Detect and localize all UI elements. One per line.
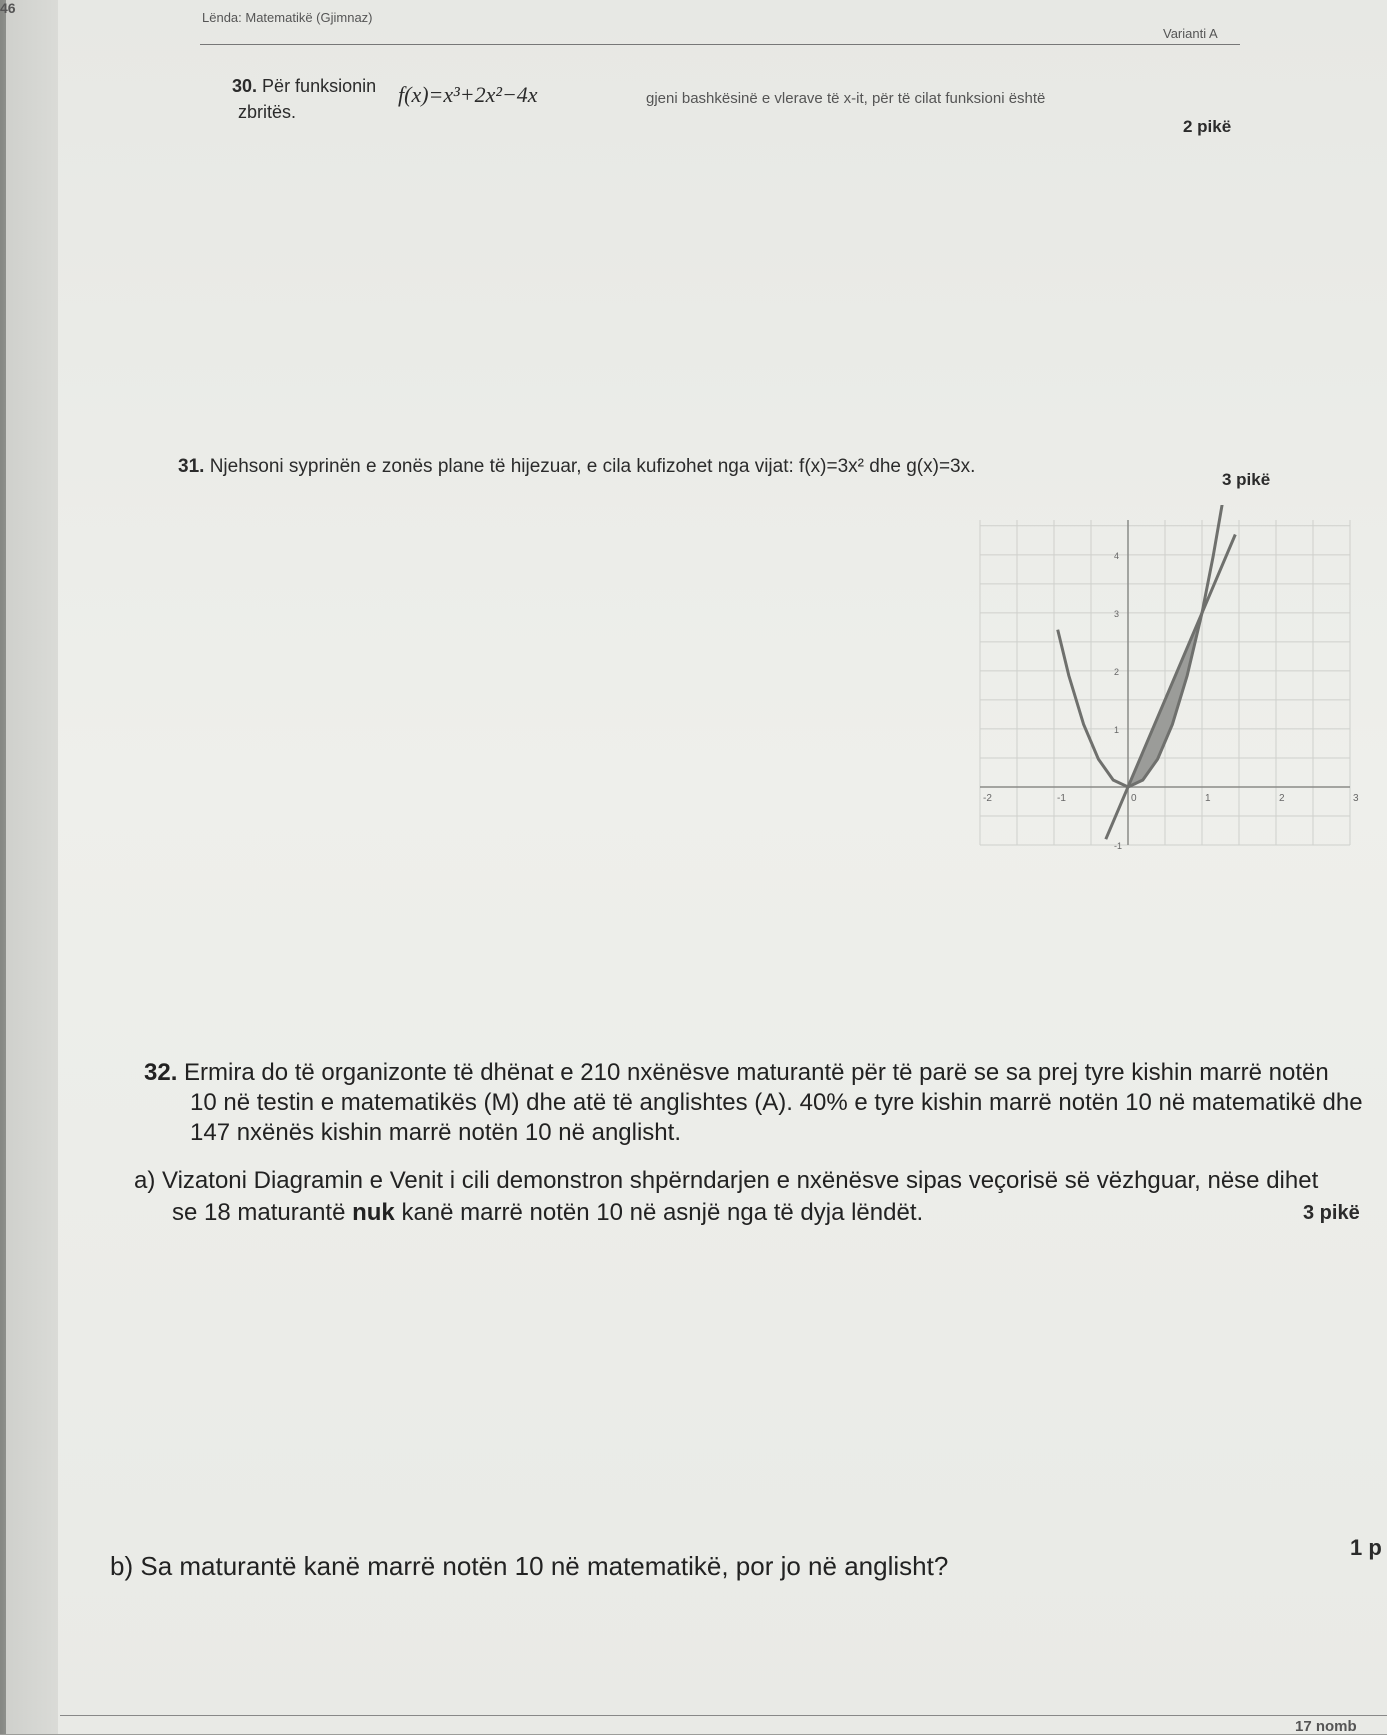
y-tick-label: 4 [1114,550,1120,561]
y-tick-label: 3 [1114,608,1120,619]
y-tick-label: 1 [1114,724,1120,735]
x-tick-label: 0 [1131,792,1137,804]
area-graph [960,505,1365,870]
q32b-text: b) Sa maturantë kanë marrë notën 10 në matematikë, por jo në anglisht? [110,1551,949,1581]
x-tick-label: 1 [1205,792,1211,804]
q32a-line2: se 18 maturantë nuk kanë marrë notën 10 në asnjë nga të dyja lëndët. [172,1199,924,1226]
q30-points: 2 pikë [1183,117,1232,136]
q32-line2: 10 në testin e matematikës (M) dhe atë të anglishtes (A). 40% e tyre kishin marrë notën 10 në matematikë dhe [190,1089,1363,1116]
header-rule [200,44,1240,45]
y-tick-label: -1 [1114,841,1123,851]
q30-formula: f(x)=x³+2x²−4x [398,82,538,107]
x-tick-label: -1 [1057,792,1066,804]
q32-line1: 32. Ermira do të organizonte të dhënat e 210 nxënësve maturantë për të parë se sa prej tyre kishin marrë notën [144,1059,1329,1086]
x-tick-label: -2 [983,792,992,804]
q32a-line1: a) Vizatoni Diagramin e Venit i cili demonstron shpërndarjen e nxënësve sipas veçorisë së vëzhguar, nëse dihet [134,1167,1319,1194]
y-tick-label: 2 [1114,666,1120,677]
linear-line [1106,535,1236,840]
q31-points: 3 pikë [1222,470,1271,489]
q30-number: 30. Për funksionin [232,76,377,96]
x-tick-label: 2 [1279,792,1285,804]
page-bottom-rule [60,1715,1387,1716]
q32a-points: 3 pikë [1303,1202,1360,1224]
x-tick-label: 3 [1353,792,1359,804]
q30-text-line2: zbritës. [238,102,297,122]
variant-label: Varianti A [1163,26,1218,41]
footer-corner-text: 17 nomb [1295,1718,1357,1735]
parabola-curve [1058,505,1225,787]
subject-header: Lënda: Matematikë (Gjimnaz) [202,10,373,25]
q31-text: 31. Njehsoni syprinën e zonës plane të hijezuar, e cila kufizohet nga vijat: f(x)=3x² dhe g(x)=3x. [178,456,976,477]
q30-text-end: gjeni bashkësinë e vlerave të x-it, për të cilat funksioni është [646,90,1046,107]
graph-grid [980,520,1350,845]
corner-mark: 46 [0,0,16,16]
q32b-points: 1 p [1350,1535,1382,1560]
q32-line3: 147 nxënës kishin marrë notën 10 në anglisht. [190,1119,681,1146]
